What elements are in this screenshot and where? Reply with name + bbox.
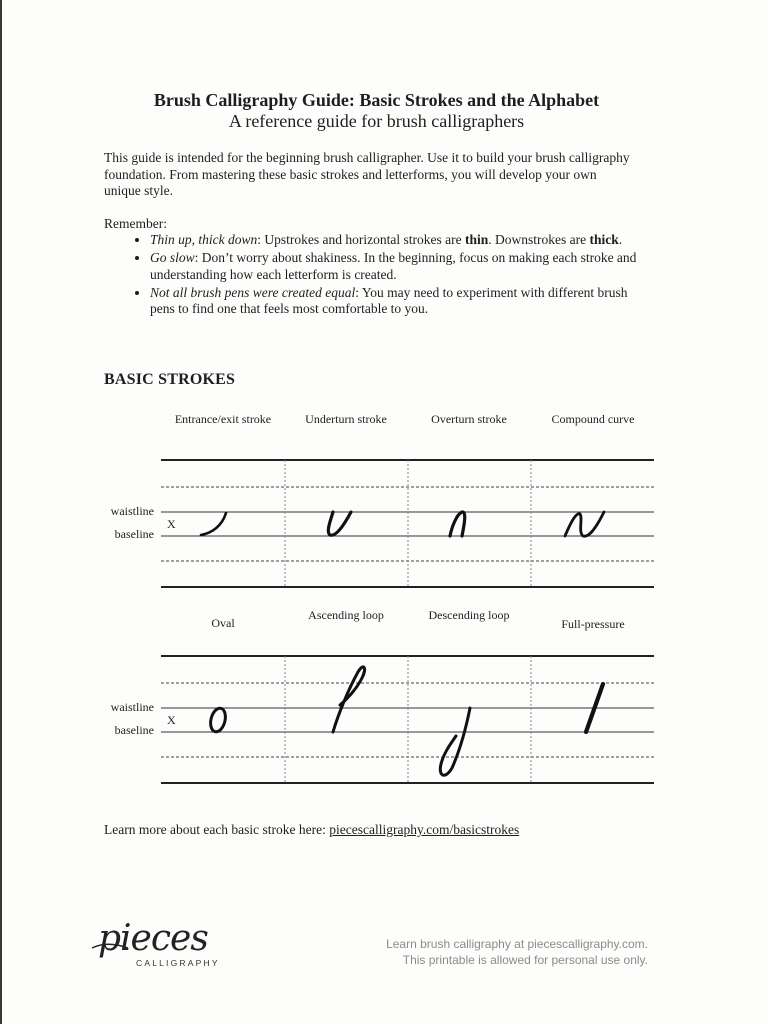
learn-more-text: [104, 822, 519, 838]
waistline-label: waistline: [110, 504, 154, 518]
logo-wordmark: pieces: [98, 918, 208, 959]
basic-strokes-link[interactable]: piecescalligraphy.com/basicstrokes: [329, 822, 520, 837]
x-height-mark: X: [167, 713, 176, 727]
tip-bold: thin: [464, 232, 489, 247]
baseline-label: baseline: [114, 527, 154, 541]
page-subtitle: A reference guide for brush calligraphers: [228, 111, 525, 131]
tip-text: : You may need to experiment with different brush pens to find one that feels most comfortable to you.: [150, 284, 628, 316]
intro-paragraph: This guide is intended for the beginning brush calligrapher. Use it to build your brush calligraphy foundation. From mastering these basic strokes and letterforms, you will develop your own unique style.: [104, 150, 630, 198]
waistline-label: waistline: [110, 700, 154, 714]
tip-bold: thick: [589, 232, 619, 247]
stroke-label-compound-curve: Compound curve: [551, 412, 635, 426]
baseline-label: baseline: [114, 723, 154, 737]
tip-text: : Upstrokes and horizontal strokes are: [257, 232, 465, 247]
stroke-label-underturn: Underturn stroke: [305, 412, 387, 426]
tip-lead: Not all brush pens were created equal: [150, 284, 356, 300]
learn-more-label: Learn more about each basic stroke here:: [104, 822, 330, 837]
stroke-label-oval: Oval: [211, 616, 235, 630]
section-heading-basic-strokes: BASIC STROKES: [104, 371, 236, 388]
tip-lead: Thin up, thick down: [150, 232, 258, 247]
credits: [330, 936, 648, 968]
tip-lead: Go slow: [150, 250, 195, 265]
tip-text: .: [618, 232, 623, 247]
pieces-calligraphy-logo: [90, 918, 230, 974]
logo-subtitle: CALLIGRAPHY: [136, 958, 220, 968]
tip-text: . Downstrokes are: [488, 232, 590, 247]
stroke-label-full-pressure: Full-pressure: [561, 617, 625, 631]
page-title: Brush Calligraphy Guide: Basic Strokes and the Alphabet: [153, 90, 600, 110]
credit-line: Learn brush calligraphy at piecescalligraphy.com.: [386, 937, 648, 951]
stroke-label-ascending-loop: Ascending loop: [308, 608, 384, 622]
x-height-mark: X: [167, 517, 176, 531]
tip-text: : Don’t worry about shakiness. In the beginning, focus on making each stroke and understanding how each letterform is created.: [150, 250, 637, 282]
credit-line: This printable is allowed for personal use only.: [402, 953, 648, 967]
stroke-label-entrance-exit: Entrance/exit stroke: [174, 412, 272, 426]
stroke-label-overturn: Overturn stroke: [431, 412, 507, 426]
remember-label: Remember:: [104, 216, 167, 231]
stroke-label-descending-loop: Descending loop: [428, 608, 510, 622]
